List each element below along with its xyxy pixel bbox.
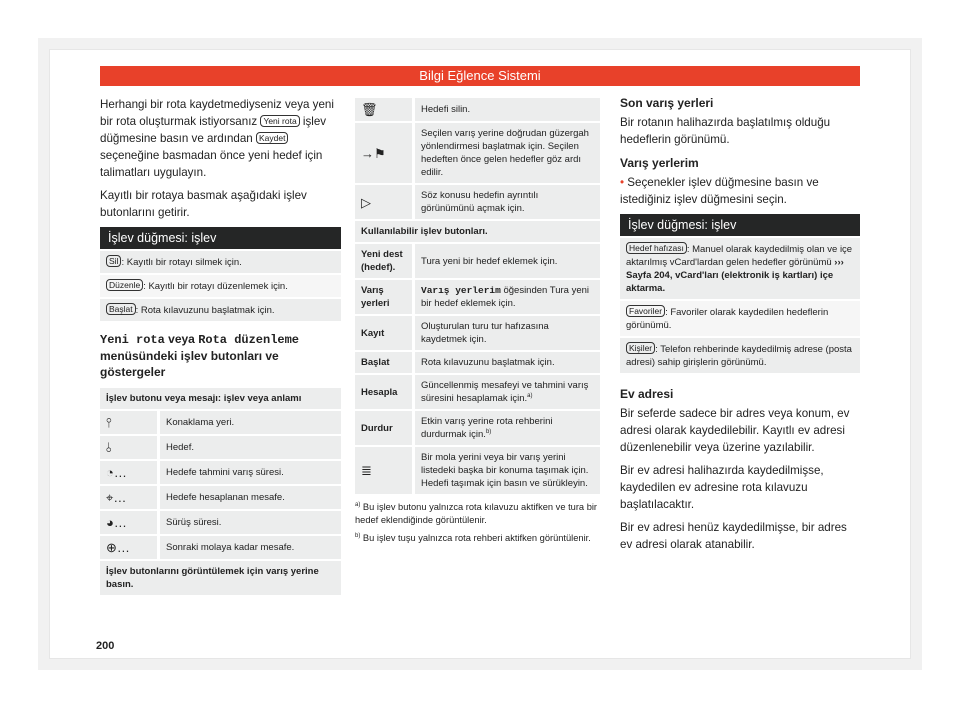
- table-row: [100, 411, 341, 434]
- route-flag-icon: →⚑: [355, 123, 415, 183]
- text: Tura yeni bir hedef eklemek için.: [415, 244, 600, 278]
- key: Kayıt: [355, 316, 415, 350]
- left-column: [100, 96, 341, 597]
- waypoint-icon: ⫯: [100, 411, 160, 434]
- table-row: [620, 236, 860, 299]
- table-row: [355, 185, 600, 219]
- text: işlev düğmesine basın ve ardından: [100, 115, 327, 145]
- table-row: [100, 536, 341, 559]
- button-label: Favoriler: [626, 305, 665, 317]
- middle-column: [355, 96, 600, 545]
- text: menüsündeki işlev butonları ve göstergeler: [100, 349, 279, 379]
- table-row: [620, 336, 860, 373]
- button-label: Hedef hafızası: [626, 242, 687, 254]
- text: Bir mola yerini veya bir varış yerini listedeki başka bir konuma taşımak için. Hedefi taşımak için basın ve sürükleyin.: [415, 447, 600, 494]
- text: Sonraki molaya kadar mesafe.: [160, 536, 341, 559]
- key: Yeni dest (hedef).: [355, 244, 415, 278]
- text: Rota düzenleme: [198, 333, 300, 347]
- new-route-button-label: Yeni rota: [260, 115, 299, 127]
- text: Hedef.: [160, 436, 341, 459]
- menu-name: Varış yerlerim: [421, 285, 501, 296]
- chapter-header: Bilgi Eğlence Sistemi: [100, 66, 860, 86]
- heading: Varış yerlerim: [620, 156, 699, 170]
- text: Seçenekler işlev düğmesine basın ve istediğiniz işlev düğmesini seçin.: [620, 176, 819, 206]
- key: Hesapla: [355, 375, 415, 409]
- footnote: [355, 532, 600, 545]
- save-button-label: Kaydet: [256, 132, 288, 144]
- paragraph: Bir seferde sadece bir adres veya konum, ev adresi olarak kaydedilebilir. Kayıtlı ev adresi düzenlenebilir veya üzerine yazılabilir.: [620, 407, 850, 454]
- clock-icon: ◔…: [100, 461, 160, 484]
- text: : Rota kılavuzunu başlatmak için.: [135, 305, 275, 316]
- button-label: Sil: [106, 255, 121, 267]
- subheading: [100, 331, 341, 380]
- text: veya: [164, 332, 199, 346]
- table-header: İşlev butonu veya mesajı: işlev veya anlamı: [100, 388, 341, 409]
- bullet-icon: •: [620, 176, 628, 189]
- key: Durdur: [355, 411, 415, 445]
- section-label: Kullanılabilir işlev butonları.: [355, 221, 600, 242]
- table-row: [355, 352, 600, 373]
- heading: Ev adresi: [620, 387, 674, 401]
- text: : Telefon rehberinde kaydedilmiş adrese (posta adresi) sahip girişlerin görünümü.: [626, 344, 852, 368]
- table-row: [100, 511, 341, 534]
- table-row: [355, 123, 600, 183]
- key: Varış yerleri: [355, 280, 415, 314]
- heading: Son varış yerleri: [620, 96, 714, 110]
- text: Söz konusu hedefin ayrıntılı görünümünü açmak için.: [415, 185, 600, 219]
- table-row: [100, 436, 341, 459]
- footnote: [355, 501, 600, 527]
- bullet-item: [620, 174, 860, 208]
- text: : Favoriler olarak kaydedilen hedeflerin görünümü.: [626, 307, 829, 331]
- page-number: 200: [96, 640, 115, 652]
- text: Rota kılavuzunu başlatmak için.: [415, 352, 600, 373]
- table-row: [620, 299, 860, 336]
- table-row: [355, 244, 600, 278]
- table-row: [355, 375, 600, 409]
- right-column: [620, 96, 860, 559]
- paragraph: Bir ev adresi henüz kaydedilmişse, bir adres ev adresi olarak atanabilir.: [620, 521, 847, 551]
- table-header: İşlev düğmesi: işlev: [100, 227, 341, 249]
- text: Seçilen varış yerine doğrudan güzergah yönlendirmesi başlatmak için. Seçilen hedeften önce gelen hedefler göz ardı edilir.: [415, 123, 600, 183]
- drag-handle-icon: ≣: [355, 447, 415, 494]
- button-label: Düzenle: [106, 279, 143, 291]
- drive-time-icon: ◕…: [100, 511, 160, 534]
- table-row: [100, 273, 341, 297]
- indicator-table: [100, 386, 341, 597]
- table-header: İşlev düğmesi: işlev: [620, 214, 860, 236]
- table-row: [355, 316, 600, 350]
- text: Bu işlev tuşu yalnızca rota rehberi aktifken görüntülenir.: [360, 533, 591, 543]
- text: Etkin varış yerine rota rehberini durdurmak için.: [421, 416, 553, 440]
- trash-icon: 🗑: [355, 98, 415, 121]
- text: [415, 280, 600, 314]
- text: seçeneğine basmadan önce yeni hedef için talimatları uygulayın.: [100, 149, 323, 179]
- text: [415, 375, 600, 409]
- table-footer: İşlev butonlarını görüntülemek için varış yerine basın.: [100, 561, 341, 595]
- play-icon: ▷: [355, 185, 415, 219]
- cross-reference-link[interactable]: ››› Sayfa 204, vCard'ları (elektronik iş kartları) içe aktarma.: [626, 257, 844, 294]
- table-row: [100, 249, 341, 273]
- table-row: [100, 461, 341, 484]
- table-row: [355, 280, 600, 314]
- text: Sürüş süresi.: [160, 511, 341, 534]
- text: : Kayıtlı bir rotayı silmek için.: [121, 257, 242, 268]
- footnote-mark: b): [485, 428, 492, 435]
- button-label: Kişiler: [626, 342, 655, 354]
- text: Bu işlev butonu yalnızca rota kılavuzu aktifken ve tura bir hedef eklendiğinde görüntülenir.: [355, 502, 598, 525]
- table-row: [355, 98, 600, 121]
- table-row: [355, 411, 600, 445]
- paragraph: Bir rotanın halihazırda başlatılmış olduğu hedeflerin görünümü.: [620, 116, 831, 146]
- footnote-mark: a): [355, 501, 361, 508]
- paragraph: Kayıtlı bir rotaya basmak aşağıdaki işlev butonlarını getirir.: [100, 189, 307, 219]
- text: Güncellenmiş mesafeyi ve tahmini varış süresini hesaplamak için.: [421, 380, 589, 404]
- table-row: [100, 297, 341, 321]
- button-label: Başlat: [106, 303, 136, 315]
- footnote-mark: a): [527, 392, 533, 399]
- table-row: [100, 486, 341, 509]
- target-distance-icon: ⌖…: [100, 486, 160, 509]
- text: Yeni rota: [100, 333, 165, 347]
- text: öğesinden Tura yeni bir hedef eklemek için.: [421, 285, 590, 309]
- text: [415, 411, 600, 445]
- text: Oluşturulan turu tur hafızasına kaydetmek için.: [415, 316, 600, 350]
- intro-paragraph: [100, 96, 341, 181]
- function-table: [355, 96, 600, 496]
- text: Hedefe tahmini varış süresi.: [160, 461, 341, 484]
- text: Hedefi silin.: [415, 98, 600, 121]
- text: Hedefe hesaplanan mesafe.: [160, 486, 341, 509]
- text: : Manuel olarak kaydedilmiş olan ve içe aktarılmış vCard'lardan gelen hedefler görünümü: [626, 244, 853, 268]
- paragraph: Bir ev adresi halihazırda kaydedilmişse, kaydedilen ev adresine rota kılavuzu başlatılacaktır.: [620, 464, 824, 511]
- table-row: [355, 447, 600, 494]
- next-stop-distance-icon: ⊕…: [100, 536, 160, 559]
- text: : Kayıtlı bir rotayı düzenlemek için.: [143, 281, 288, 292]
- key: Başlat: [355, 352, 415, 373]
- text: Herhangi bir rota kaydetmediyseniz veya yeni bir rota oluşturmak istiyorsanız: [100, 98, 334, 128]
- footnote-mark: b): [355, 532, 361, 539]
- destination-icon: ⫰: [100, 436, 160, 459]
- text: Konaklama yeri.: [160, 411, 341, 434]
